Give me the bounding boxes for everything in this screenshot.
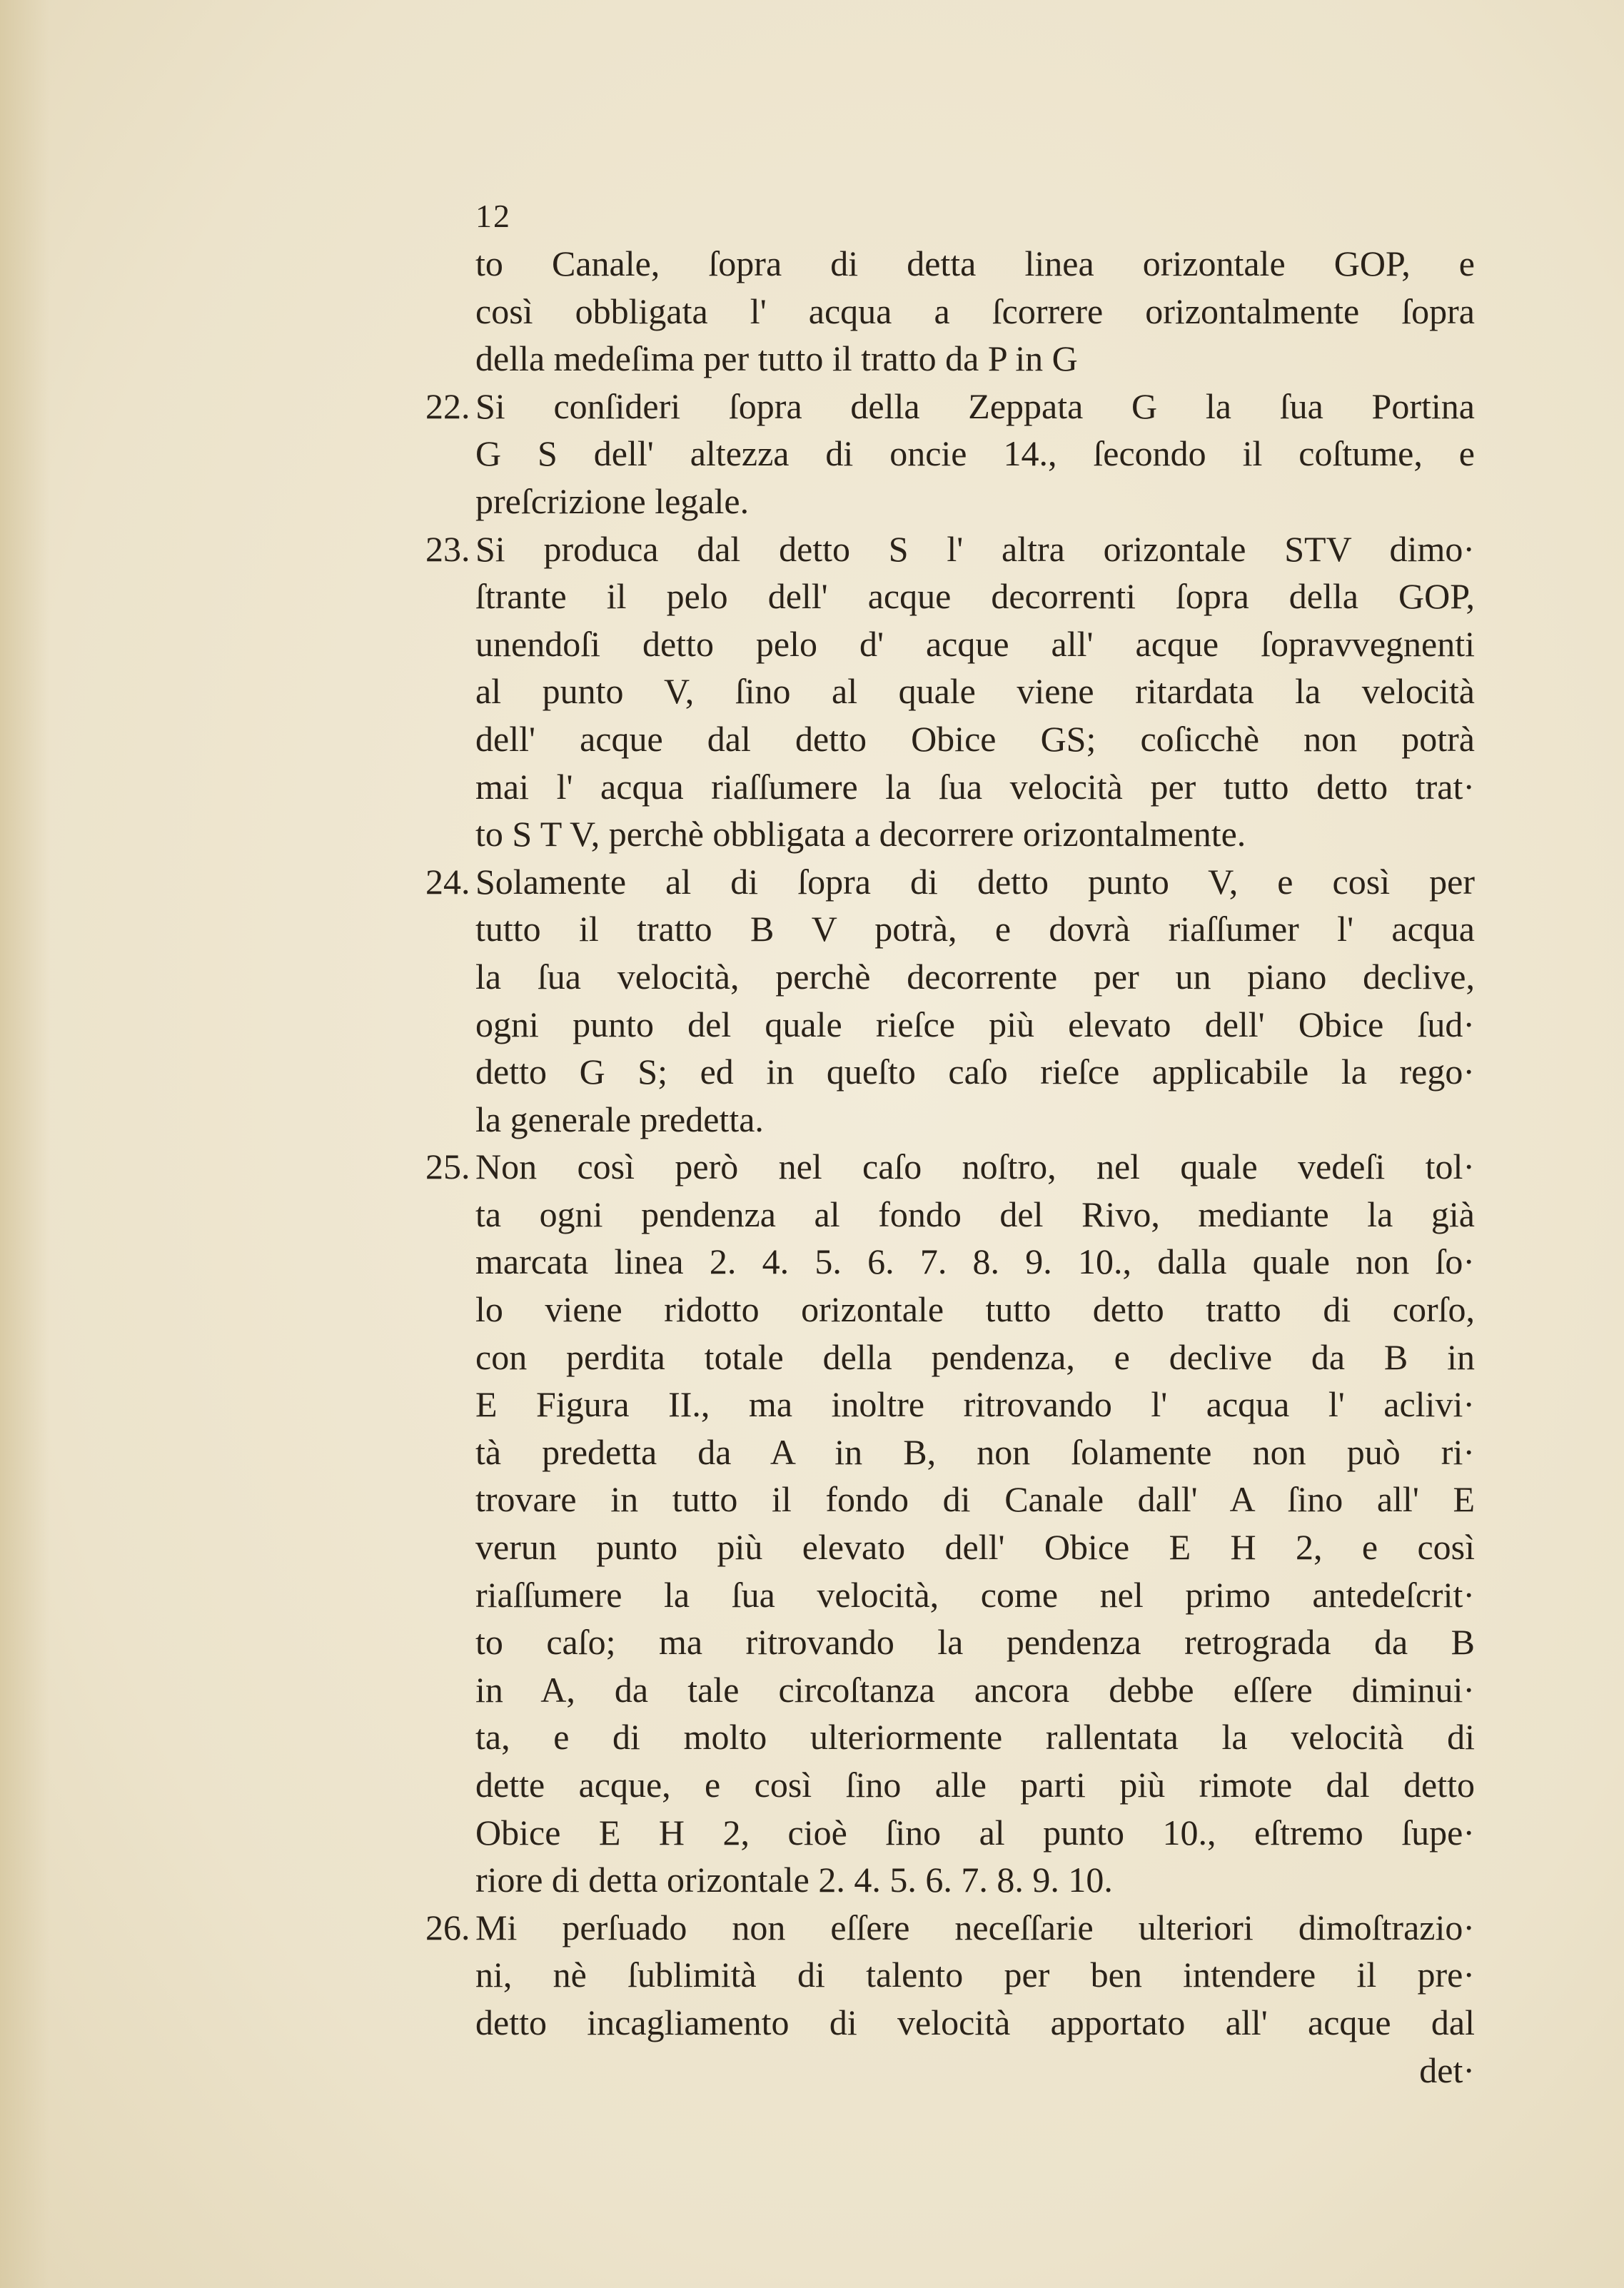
text-line <box>425 1143 1475 1191</box>
text-line <box>425 478 1475 525</box>
text-line <box>425 1286 1475 1334</box>
text-line <box>425 1571 1475 1619</box>
text-line <box>425 1238 1475 1286</box>
line-text: riore di detta orizontale 2. 4. 5. 6. 7. 8. 9. 10. <box>475 1860 1113 1900</box>
line-text: ta, e di molto ulteriormente rallentata la velocità di <box>475 1717 1475 1758</box>
page-gutter-shadow <box>0 0 50 2288</box>
text-line <box>425 1809 1475 1857</box>
text-line <box>425 858 1475 906</box>
text-line <box>425 953 1475 1001</box>
text-line <box>425 667 1475 715</box>
line-text: in A, da tale circoſtanza ancora debbe eſſere diminui· <box>475 1669 1475 1710</box>
line-text: Obice E H 2, cioè ſino al punto 10., eſtremo ſupe· <box>475 1812 1475 1853</box>
text-line <box>425 1999 1475 2047</box>
paragraph-number: 23. <box>425 528 470 569</box>
line-text: mai l' acqua riaſſumere la ſua velocità per tutto detto trat· <box>475 766 1475 807</box>
line-text: lo viene ridotto orizontale tutto detto tratto di corſo, <box>475 1289 1475 1330</box>
text-line <box>425 905 1475 953</box>
line-text: dette acque, e così ſino alle parti più rimote dal detto <box>475 1765 1475 1805</box>
line-text: Solamente al di ſopra di detto punto V, e così per <box>475 861 1475 902</box>
text-line <box>425 620 1475 668</box>
text-line <box>425 1048 1475 1096</box>
text-line <box>425 1856 1475 1904</box>
text-line <box>425 335 1475 383</box>
text-line <box>425 573 1475 620</box>
line-text: così obbligata l' acqua a ſcorrere orizontalmente ſopra <box>475 291 1475 331</box>
line-text: E Figura II., ma inoltre ritrovando l' acqua l' aclivi· <box>475 1384 1475 1425</box>
line-text: unendoſi detto pelo d' acque all' acque ſopravvegnenti <box>475 623 1475 664</box>
text-line <box>425 1001 1475 1049</box>
line-text: ta ogni pendenza al fondo del Rivo, mediante la già <box>475 1194 1475 1234</box>
text-line <box>425 525 1475 573</box>
line-text: Mi perſuado non eſſere neceſſarie ulteriori dimoſtrazio· <box>475 1907 1475 1947</box>
paragraph-number: 22. <box>425 385 470 426</box>
line-text: G S dell' altezza di oncie 14., ſecondo il coſtume, e <box>475 433 1475 474</box>
line-text: to S T V, perchè obbligata a decorrere orizontalmente. <box>475 814 1246 855</box>
text-line <box>425 1191 1475 1239</box>
line-text: Si conſideri ſopra della Zeppata G la ſua Portina <box>475 385 1475 426</box>
page-number: 12 <box>475 198 511 234</box>
line-text: trovare in tutto il fondo di Canale dall' A ſino all' E <box>475 1479 1475 1520</box>
line-text: riaſſumere la ſua velocità, come nel primo antedeſcrit· <box>475 1574 1475 1615</box>
text-lines <box>425 240 1475 2047</box>
line-text: dell' acque dal detto Obice GS; coſicchè non potrà <box>475 718 1475 759</box>
line-text: con perdita totale della pendenza, e declive da B in <box>475 1336 1475 1377</box>
text-line <box>425 763 1475 811</box>
text-line <box>425 1428 1475 1476</box>
text-line <box>425 430 1475 478</box>
line-text: to Canale, ſopra di detta linea orizontale GOP, e <box>475 243 1475 283</box>
line-text: ni, nè ſublimità di talento per ben intendere il pre· <box>475 1955 1475 1995</box>
paragraph-number: 24. <box>425 861 470 902</box>
line-text: tà predetta da A in B, non ſolamente non può ri· <box>475 1431 1475 1472</box>
catchword: det· <box>1419 2050 1475 2090</box>
text-line <box>425 1381 1475 1428</box>
line-text: la ſua velocità, perchè decorrente per un piano declive, <box>475 956 1475 997</box>
line-text: Non così però nel caſo noſtro, nel quale vedeſi tol· <box>475 1146 1475 1187</box>
text-line <box>425 1476 1475 1523</box>
text-line <box>425 1666 1475 1714</box>
line-text: della medeſima per tutto il tratto da P in G <box>475 338 1078 379</box>
text-line <box>425 810 1475 858</box>
line-text: marcata linea 2. 4. 5. 6. 7. 8. 9. 10., dalla quale non ſo· <box>475 1241 1475 1282</box>
text-line <box>425 240 1475 288</box>
line-text: Si produca dal detto S l' altra orizontale STV dimo· <box>475 528 1475 569</box>
line-text: al punto V, ſino al quale viene ritardata la velocità <box>475 671 1475 712</box>
text-line <box>425 1951 1475 1999</box>
text-line <box>425 383 1475 430</box>
line-text: verun punto più elevato dell' Obice E H 2, e così <box>475 1527 1475 1568</box>
line-text: detto incagliamento di velocità apportato all' acque dal <box>475 2002 1475 2042</box>
text-line <box>425 1904 1475 1952</box>
text-line <box>425 1761 1475 1809</box>
text-line <box>425 1713 1475 1761</box>
paragraph-number: 26. <box>425 1907 470 1947</box>
text-line <box>425 715 1475 763</box>
line-text: ogni punto del quale rieſce più elevato dell' Obice ſud· <box>475 1004 1475 1044</box>
text-line <box>425 1096 1475 1144</box>
line-text: ſtrante il pelo dell' acque decorrenti ſopra della GOP, <box>475 576 1475 617</box>
line-text: detto G S; ed in queſto caſo rieſce applicabile la rego· <box>475 1052 1475 1092</box>
line-text: tutto il tratto B V potrà, e dovrà riaſſumer l' acqua <box>475 909 1475 949</box>
text-line <box>425 1334 1475 1381</box>
text-line <box>425 1618 1475 1666</box>
paragraph-number: 25. <box>425 1146 470 1187</box>
text-line <box>425 1523 1475 1571</box>
page-text-block <box>425 193 1475 2094</box>
line-text: la generale predetta. <box>475 1099 764 1139</box>
line-text: preſcrizione legale. <box>475 480 750 521</box>
line-text: to caſo; ma ritrovando la pendenza retrograda da B <box>475 1622 1475 1663</box>
text-line <box>425 288 1475 336</box>
